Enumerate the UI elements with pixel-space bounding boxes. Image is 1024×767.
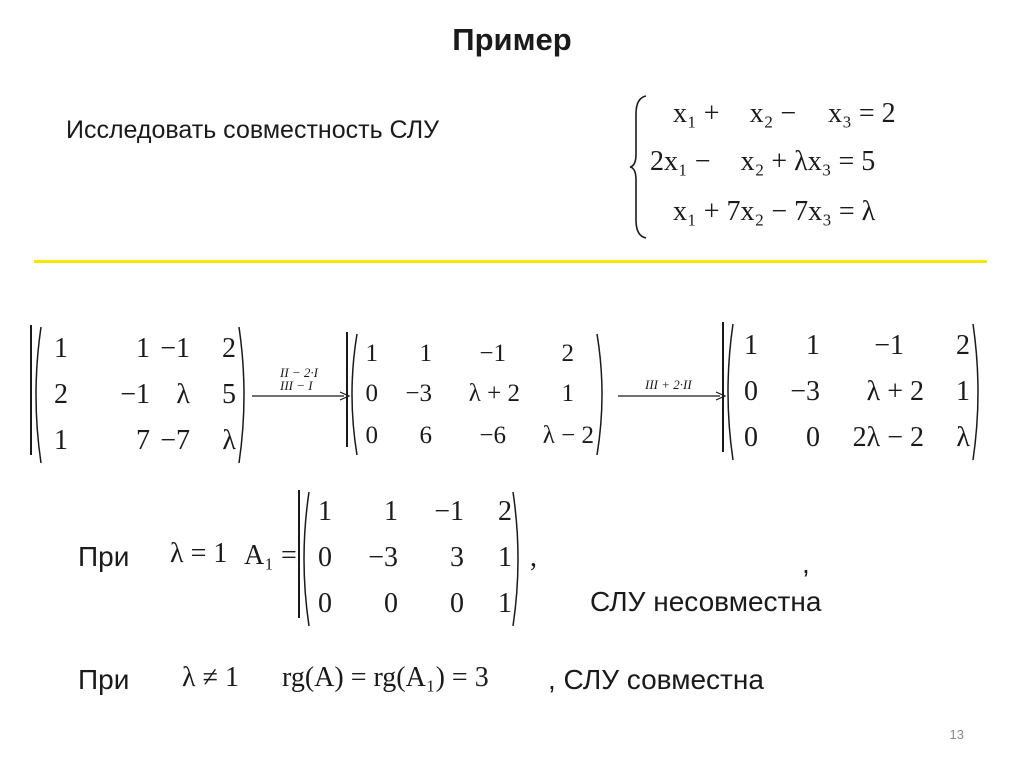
a1-cell: 1 [384,496,398,527]
m1-cell: −7 [160,425,190,456]
m2-cell: 1 [419,340,432,367]
arrow-right-icon [618,390,728,402]
m2-cell: 1 [365,340,378,367]
eq1-term2: x₂ − [749,98,797,129]
right-paren-icon [238,325,250,465]
a1-cell: 0 [450,588,464,619]
matrix-augmented-3 [722,322,984,462]
m2-cell: 2 [561,340,574,367]
page-number: 13 [949,727,964,742]
left-paren-icon [722,322,734,462]
equation-system [628,92,918,242]
m3-cell: 1 [956,376,970,407]
matrix-augmented-2 [346,332,608,457]
m1-cell: 1 [136,333,150,364]
row-op-label: III − I [280,378,313,393]
case1-prefix: При [78,541,130,572]
right-paren-icon [972,322,984,462]
eq1-term1: x₁ + [673,98,720,129]
m1-cell: 2 [54,379,68,410]
m2-cell: −3 [405,380,432,407]
m3-cell: −3 [790,376,820,407]
a1-cell: 1 [318,496,332,527]
a1-cell: 0 [384,588,398,619]
m3-cell: 2 [956,330,970,361]
matrix-a1 [298,490,528,628]
m1-cell: 7 [136,425,150,456]
task-text: Исследовать совместность СЛУ [66,116,440,144]
eq2-term2: x₂ + λx₃ [740,146,832,177]
a1-cell: −3 [368,542,398,573]
case1-condition: λ = 1 [170,538,228,569]
case2-prefix: При [78,664,130,695]
m2-cell: 6 [419,422,432,449]
m1-cell: −1 [120,379,150,410]
m3-cell: λ [956,422,970,453]
m3-cell: 2λ − 2 [852,422,924,453]
m1-cell: −1 [160,333,190,364]
right-paren-icon [512,490,524,628]
m3-cell: 1 [744,330,758,361]
m1-cell: λ [222,425,236,456]
m3-cell: λ + 2 [866,376,924,407]
left-paren-icon [30,325,42,465]
left-brace-icon [628,92,648,242]
case1-comma: , [802,548,810,579]
matrix-augmented-1 [30,325,250,465]
row-op-label: II − 2·I [280,365,319,380]
arrow-right-icon [252,390,352,402]
m1-cell: 2 [222,333,236,364]
a1-cell: 3 [450,542,464,573]
eq2-term3: = 5 [838,146,876,177]
eq2-term1: 2x₁ − [650,146,711,177]
case1-matrix-comma: , [530,542,537,573]
case1-conclusion: СЛУ несовместна [590,586,822,617]
a1-cell: −1 [434,496,464,527]
case1-matrix-label: A₁ = [244,540,297,571]
right-paren-icon [596,332,608,457]
m3-cell: 0 [806,422,820,453]
page-title: Пример [452,22,572,57]
a1-cell: 0 [318,588,332,619]
yellow-divider [34,260,987,263]
eq3-term2: − 7x₃ [771,196,832,227]
m3-cell: 0 [744,422,758,453]
m3-cell: 1 [806,330,820,361]
case2-rank-expression: rg(A) = rg(A₁) = 3 [282,662,489,693]
m1-cell: 1 [54,333,68,364]
eq1-term3: x₃ = 2 [828,98,896,129]
a1-cell: 0 [318,542,332,573]
m2-cell: 0 [365,422,378,449]
m3-cell: 0 [744,376,758,407]
a1-cell: 1 [498,542,512,573]
case2-condition: λ ≠ 1 [182,662,239,693]
a1-cell: 1 [498,588,512,619]
m3-cell: −1 [874,330,904,361]
row-op-label: III + 2·II [645,377,692,392]
m2-cell: 0 [365,380,378,407]
m2-cell: λ + 2 [468,380,520,407]
m1-cell: λ [176,379,190,410]
eq3-term3: = λ [838,196,876,227]
m2-cell: −6 [479,422,506,449]
m2-cell: 1 [561,380,574,407]
case2-conclusion: , СЛУ совместна [548,664,764,695]
a1-cell: 2 [498,496,512,527]
m1-cell: 1 [54,425,68,456]
left-paren-icon [298,490,310,628]
m2-cell: λ − 2 [542,422,594,449]
m2-cell: −1 [479,340,506,367]
eq3-term1: x₁ + 7x₂ [673,196,765,227]
m1-cell: 5 [222,379,236,410]
